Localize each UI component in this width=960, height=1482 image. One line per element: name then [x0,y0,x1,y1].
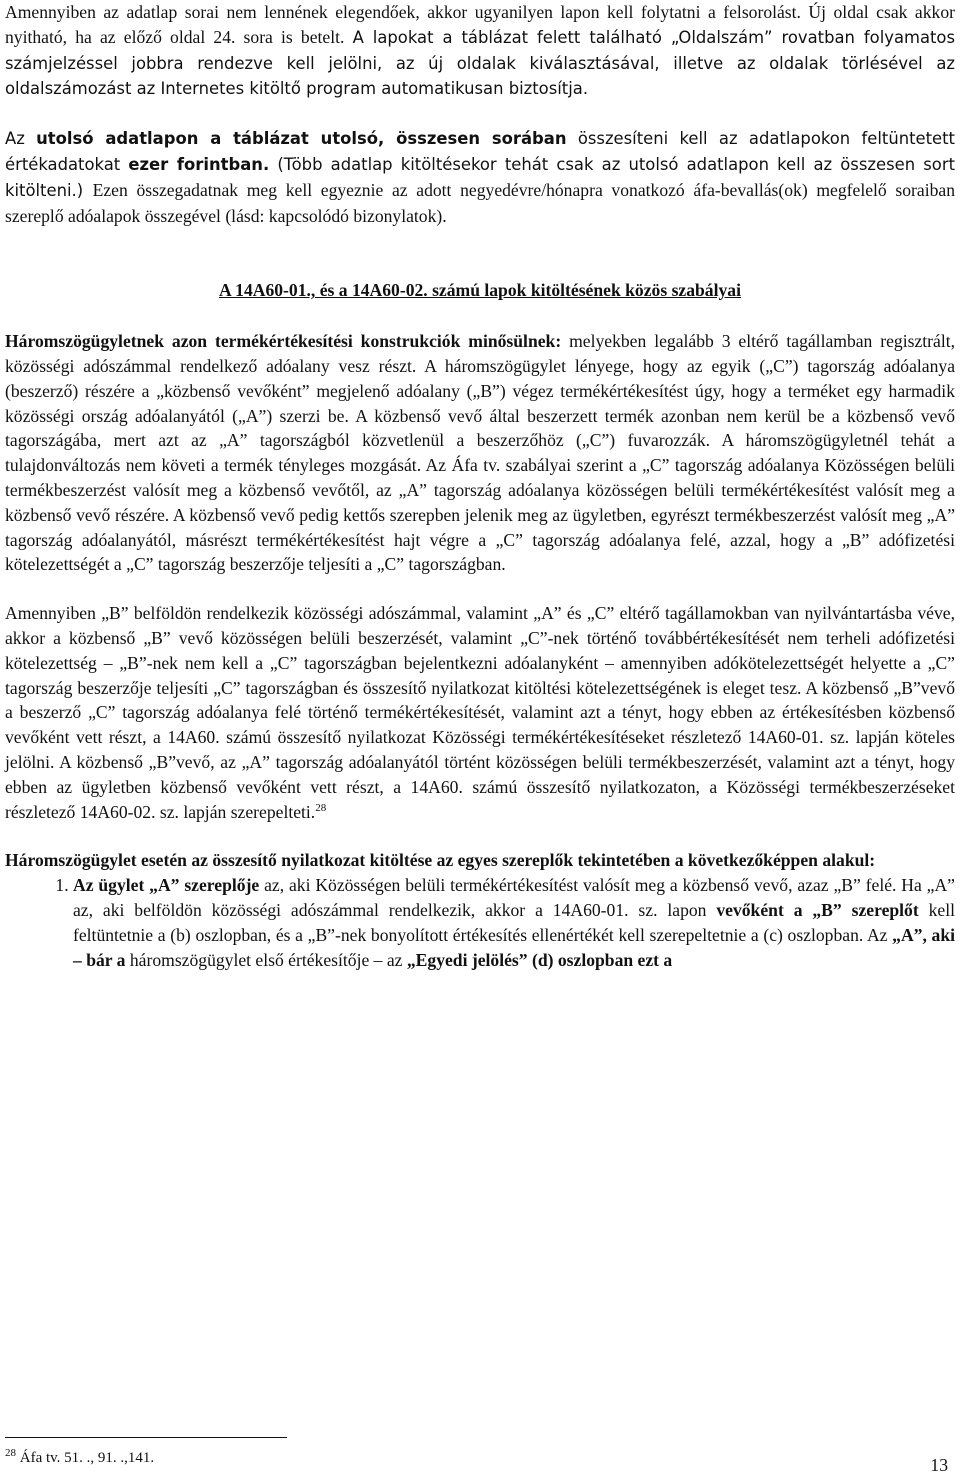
paragraph-text: Amennyiben az adatlap sorai nem lennének elegendőek, akkor ugyanilyen lapon kell folytatni a felsorolást. Új oldal csak akkor nyitható, ha az előző oldal 24. sora is betelt. [5,2,955,47]
paragraph-roles-intro: Háromszögügylet esetén az összesítő nyilatkozat kitöltése az egyes szereplők tekintetében a következőképpen alakul: [5,850,876,871]
footnote-text: Áfa tv. 51. ., 91. .,141. [16,1450,155,1466]
footnote-divider [5,1437,287,1438]
roles-list [5,873,955,972]
paragraph-total-row: Az utolsó adatlapon a táblázat utolsó, összesen sorában összesíteni kell az adatlapokon feltüntetett értékadatokat ezer forintban. (Több adatlap kitöltésekor tehát csak az utolsó adatlapon kell az összesen sort kitölteni.) Ezen összegadatnak meg kell egyeznie az adott negyedévre/hónapra vonatkozó áfa-bevallás(ok) megfelelő soraiban szereplő adóalapok összegével (lásd: kapcsolódó bizonylatok). [5,129,955,226]
paragraph-text: A lapokat a táblázat felett található „Oldalszám” rovatban folyamatos számjelzéssel jobbra rendezve kell jelölni, az új oldalak kiválasztásával, illetve az oldalak törlésével az oldalszámozást az Internetes kitöltő program automatikusan biztosítja. [5,27,955,99]
paragraph-triangular-definition: Háromszögügyletnek azon termékértékesítési konstrukciók minősülnek: melyekben legalább 3 eltérő tagállamban regisztrált, közösségi adószámmal rendelkező adóalany vesz részt. A háromszögügylet lényege, hogy az egyik („C”) tagország adóalanya (beszerző) részére a „közbenső vevőként” megjelenő adóalany („B”) végez termékértékesítést úgy, hogy a terméket egy harmadik közösségi ország adóalanyától („A”) szerzi be. A közbenső vevő által beszerzett termék azonban nem kerül be a közbenső vevő tagországába, mert azt az „A” tagországból közvetlenül a beszerzőhöz („C”) fuvarozzák. A háromszögügyletnél tehát a tulajdonváltozás nem követi a termék tényleges mozgását. Az Áfa tv. szabályai szerint a „C” tagország adóalanya Közösségen belüli termékbeszerzést valósít meg a közbenső vevőtől, az „A” tagország adóalanya közösségen belüli termékértékesítést valósít meg a közbenső vevő részére. A közbenső vevő pedig kettős szerepben jelenik meg az ügyletben, egyrészt termékbeszerzést valósít meg „A” tagország adóalanyától, másrészt termékértékesítést hajt végre a „C” tagország adóalanya felé, azzal, hogy a „B” adófizetési kötelezettségét a „C” tagország beszerzője teljesíti a „C” tagországban. [5,331,956,575]
footnote [5,1448,154,1468]
list-item: 1. Az ügylet „A” szereplője az, aki Közösségen belüli termékértékesítést valósít meg a közbenső vevő, azaz „B” felé. Ha „A” az, aki belföldön közösségi adószámmal rendelkezik, akkor a 14A60-01. sz. lapon vevőként a „B” szereplőt kell feltüntetnie a (b) oszlopban, és a „B”-nek bonyolított értékesítés ellenértékét kell szerepeltetnie a (c) oszlopban. Az „A”, aki – bár a háromszögügylet első értékesítője – az „Egyedi jelölés” (d) oszlopban ezt a [73,873,955,972]
footnote-reference[interactable]: 28 [315,801,327,814]
page-number: 13 [930,1455,948,1476]
document-page [5,0,955,972]
paragraph-continuation-rules [5,0,955,102]
section-heading: A 14A60-01., és a 14A60-02. számú lapok kitöltésének közös szabályai [219,280,741,301]
paragraph-domestic-b: Amennyiben „B” belföldön rendelkezik közösségi adószámmal, valamint „A” és „C” eltérő tagállamokban van nyilvántartásba véve, akkor a közbenső „B” vevő közösségen belüli beszerzését, valamint „C”-nek történő továbbértékesítését nem terheli adófizetési kötelezettség – „B”-nek nem kell a „C” tagországban bejelentkezni adóalanyként – amennyiben adókötelezettségét helyette a „C” tagország beszerzője teljesíti „C” tagországban és összesítő nyilatkozat kitöltési kötelezettségének is eleget tesz. A közbenső „B”vevő a beszerző „C” tagország adóalanya felé történő termékértékesítését, valamint azt a tényt, hogy ebben az értékesítésben közbenső vevőként vett részt, a 14A60. számú összesítő nyilatkozat Közösségi termékértékesítéseket részletező 14A60-01. sz. lapján köteles jelölni. A közbenső „B”vevő, az „A” tagország adóalanyától történt közösségen belüli termékbeszerzését, valamint azt a tényt, hogy ebben az ügyletben közbenső vevőként vett részt, a 14A60. számú összesítő nyilatkozaton, a Közösségi termékbeszerzéseket részletező 14A60-02. sz. lapján szerepelteti.$^{28}$ [5,603,955,822]
footnote-number: 28 [5,1447,16,1459]
